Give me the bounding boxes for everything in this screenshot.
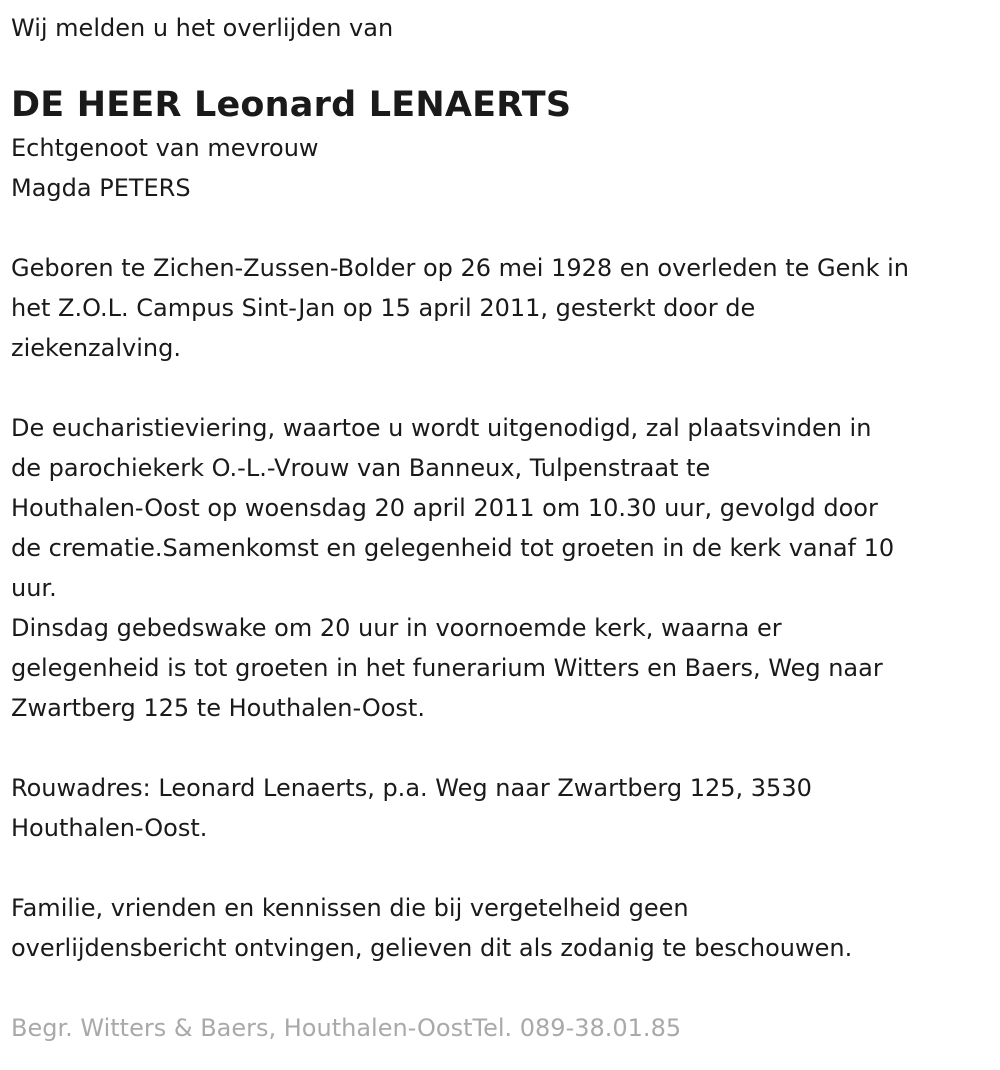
ceremony-paragraph bbox=[11, 408, 989, 728]
text-line: De eucharistieviering, waartoe u wordt uitgenodigd, zal plaatsvinden in bbox=[11, 414, 872, 442]
spouse-line: Echtgenoot van mevrouw bbox=[11, 134, 319, 162]
text-line: Geboren te Zichen-Zussen-Bolder op 26 mei 1928 en overleden te Genk in bbox=[11, 254, 909, 282]
text-line: ziekenzalving. bbox=[11, 334, 181, 362]
spacer bbox=[11, 728, 989, 768]
address-paragraph bbox=[11, 768, 989, 848]
spacer bbox=[11, 368, 989, 408]
spacer bbox=[11, 968, 989, 1008]
intro-text: Wij melden u het overlijden van bbox=[11, 14, 394, 42]
birth-death-paragraph bbox=[11, 248, 989, 368]
spacer bbox=[11, 208, 989, 248]
deceased-name: DE HEER Leonard LENAERTS bbox=[11, 85, 572, 125]
spouse-block bbox=[11, 128, 989, 208]
text-line: Houthalen-Oost op woensdag 20 april 2011 om 10.30 uur, gevolgd door bbox=[11, 494, 878, 522]
text-line: Houthalen-Oost. bbox=[11, 814, 208, 842]
text-line: Familie, vrienden en kennissen die bij vergetelheid geen bbox=[11, 894, 689, 922]
spacer bbox=[11, 848, 989, 888]
text-line: de crematie.Samenkomst en gelegenheid tot groeten in de kerk vanaf 10 bbox=[11, 534, 895, 562]
text-line: het Z.O.L. Campus Sint-Jan op 15 april 2011, gesterkt door de bbox=[11, 294, 756, 322]
text-line: de parochiekerk O.-L.-Vrouw van Banneux, Tulpenstraat te bbox=[11, 454, 711, 482]
spouse-name: Magda PETERS bbox=[11, 174, 191, 202]
funeral-home-footer: Begr. Witters & Baers, Houthalen-OostTel. 089-38.01.85 bbox=[11, 1014, 682, 1042]
notice-paragraph bbox=[11, 888, 989, 968]
text-line: Rouwadres: Leonard Lenaerts, p.a. Weg naar Zwartberg 125, 3530 bbox=[11, 774, 812, 802]
text-line: Zwartberg 125 te Houthalen-Oost. bbox=[11, 694, 425, 722]
text-line: uur. bbox=[11, 574, 57, 602]
text-line: Dinsdag gebedswake om 20 uur in voornoemde kerk, waarna er bbox=[11, 614, 782, 642]
text-line: overlijdensbericht ontvingen, gelieven dit als zodanig te beschouwen. bbox=[11, 934, 853, 962]
text-line: gelegenheid is tot groeten in het funerarium Witters en Baers, Weg naar bbox=[11, 654, 883, 682]
